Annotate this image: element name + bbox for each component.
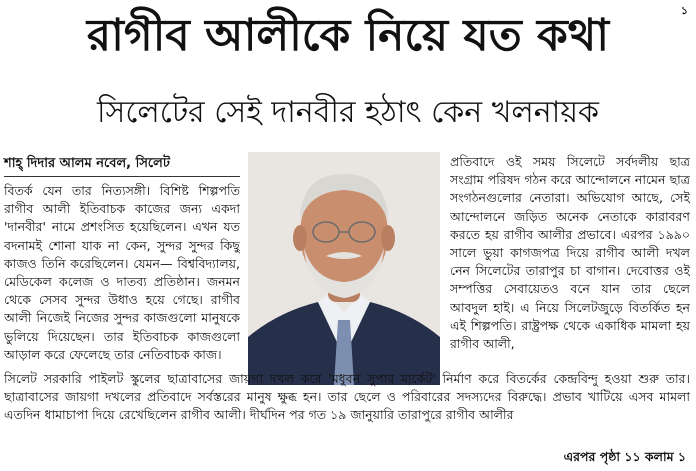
left-ear — [293, 225, 307, 251]
subheadline: সিলেটের সেই দানবীর হঠাৎ কেন খলনায়ক — [96, 95, 600, 130]
article-photo — [248, 152, 440, 385]
bottom-text: সিলেট সরকারি পাইলট স্কুলের ছাত্রাবাসের জায়গা দখল করে 'মধুবন সুপার মার্কেট' নির্মাণ করে বিতর্কের কেন্দ্রবিন্দু হওয়া শুরু তার। ছাত্রাবাসের জায়গা দখলের প্রতিবাদে সর্বস্তরের মানুষ ক্ষুব্ধ হন। তার ছেলে ও পরিবারের সদস্যদের বিরুদ্ধে। প্রভাব খাটিয়ে এসব মামলা এতদিন ধামাচাপা দিয়ে রেখেছিলেন রাগীব আলী। দীর্ঘদিন পর গত ১৯ জানুয়ারি তারাপুরে রাগীব আলীর — [4, 371, 690, 423]
left-column-text: বিতর্ক যেন তার নিত্যসঙ্গী। বিশিষ্ট শিল্পপতি রাগীব আলী ইতিবাচক কাজের জন্য একদা 'দানবীর' নামে প্রশংসিত হয়েছিলেন। এখন যত বদনামই শোনা যাক না কেন, সুন্দর সুন্দর কিছু কাজও তিনি করেছিলেন। যেমন— বিশ্ববিদ্যালয়, মেডিকেল কলেজ ও দাতব্য প্রতিষ্ঠান। জনমন থেকে সেসব সুন্দর উধাও হয়ে গেছে। রাগীব আলী নিজেই নিজের সুন্দর কাজগুলো মানুষকে ভুলিয়ে দিয়েছেন। তার ইতিবাচক কাজগুলো আড়াল করে ফেলেছে তার নেতিবাচক কাজ। — [4, 183, 240, 362]
byline: শাহ্‌ দিদার আলম নবেল, সিলেট — [4, 156, 170, 171]
article-right-column — [450, 153, 690, 403]
article-bottom-text — [4, 370, 690, 450]
portrait-photo-icon — [248, 152, 440, 385]
page-number: ১ — [680, 4, 688, 17]
headline: রাগীব আলীকে নিয়ে যত কথা — [86, 10, 610, 61]
right-ear — [381, 225, 395, 251]
continuation-note: এরপর পৃষ্ঠা ১১ কলাম ১ — [563, 449, 686, 464]
byline-divider — [4, 176, 240, 177]
right-column-text: প্রতিবাদে ওই সময় সিলেটে সর্বদলীয় ছাত্র সংগ্রাম পরিষদ গঠন করে আন্দোলনে নামেন ছাত্র সংগঠনগুলোর নেতারা। অভিযোগ আছে, সেই আন্দোলনে জড়িত অনেক নেতাকে কারাবরণ করতে হয় রাগীব আলীর প্রভাবে। এরপর ১৯৯০ সালে ভুয়া কাগজপত্র দিয়ে রাগীব আলী দখল নেন সিলেটের তারাপুর চা বাগান। দেবোত্তর ওই সম্পত্তির সেবায়েতও বনে যান তার ছেলে আবদুল হাই। এ নিয়ে সিলেটজুড়ে বিতর্কিত হন এই শিল্পপতি। রাষ্ট্রপক্ষ থেকে একাধিক মামলা হয় রাগীব আলী, — [450, 154, 690, 352]
